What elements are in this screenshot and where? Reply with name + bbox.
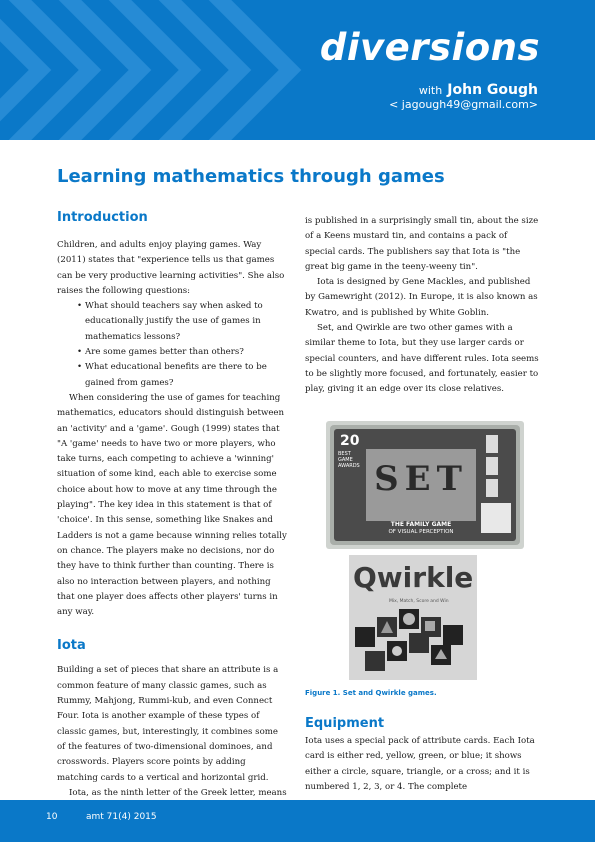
iota-paragraph-1: Building a set of pieces that share an attribute is a common feature of many classic games, such as Rummy, Mahjong, Rummi-kub, and even Connect Four. Iota is another example of these types of classic games, but, interestingly, it combines some of the features of two-dimensional dominoes, and crosswords. Players score points by adding matching cards to a vertical and horizontal grid. bbox=[57, 665, 279, 783]
equipment-paragraph: Iota uses a special pack of attribute cards. Each Iota card is either red, yellow, green, or blue; it shows either a circle, square, triangle, or a cross; and it is numbered 1, 2, 3, or 4. The complete bbox=[305, 736, 535, 792]
figure-caption: Figure 1. Set and Qwirkle games. bbox=[305, 689, 437, 697]
question-list bbox=[57, 299, 289, 391]
byline bbox=[419, 79, 538, 98]
set-logo: SET bbox=[374, 459, 468, 499]
author-name: John Gough bbox=[447, 82, 538, 98]
intro-paragraph-2: When considering the use of games for teaching mathematics, educators should distinguish between an 'activity' and a 'game'. Gough (1999) states that "A 'game' needs to have two or more players, who take turns, each competing to achieve a 'winning' situation of some kind, each able to exercise some choice about how to move at any time through the playing". The key idea in this statement is that of 'choice'. In this sense, something like Snakes and Ladders is not a game because winning relies totally on chance. The players make no decisions, nor do they have to think further than counting. There is also no interaction between players, and nothing that one player does affects other players' turns in any way. bbox=[57, 392, 287, 618]
left-column bbox=[57, 210, 289, 816]
section-title: diversions bbox=[319, 26, 540, 69]
qwirkle-logo: Qwirkle bbox=[353, 561, 474, 594]
article-title: Learning mathematics through games bbox=[57, 166, 445, 187]
right-column bbox=[305, 214, 540, 398]
iota-paragraph-2: Iota, as the ninth letter of the Greek letter, means bbox=[69, 787, 287, 798]
qwirkle-tagline: Mix, Match, Score and Win bbox=[389, 599, 449, 604]
equipment-heading: Equipment bbox=[305, 716, 385, 731]
journal-citation: amt 71(4) 2015 bbox=[86, 812, 157, 822]
byline-with: with bbox=[418, 84, 443, 97]
page-number: 10 bbox=[46, 812, 58, 822]
chevron-pattern bbox=[0, 0, 595, 140]
set-badge-text: BEST GAME AWARDS bbox=[338, 451, 360, 469]
qwirkle-game-image bbox=[349, 555, 477, 680]
set-tagline-2: OF VISUAL PERCEPTION bbox=[388, 529, 454, 535]
list-item: • What educational benefits are there to be gained from games? bbox=[77, 360, 289, 391]
iota-heading: Iota bbox=[57, 638, 86, 654]
right-paragraph-3: Set, and Qwirkle are two other games with a similar theme to Iota, but they use larger cards or special counters, and have different rules. Iota seems to be slightly more focused, and fortunately, easier to play, giving it an edge over its close relatives. bbox=[305, 323, 539, 395]
right-paragraph-2: Iota is designed by Gene Mackles, and published by Gamewright (2012). In Europe, it is also known as Kwatro, and is published by White Goblin. bbox=[305, 277, 538, 318]
author-email: < jagough49@gmail.com> bbox=[389, 98, 538, 111]
right-paragraph-1: is published in a surprisingly small tin, about the size of a Keens mustard tin, and contains a pack of special cards. The publishers say that Iota is "the great big game in the teeny-weeny tin". bbox=[305, 216, 539, 272]
equipment-section bbox=[305, 716, 540, 795]
list-item: • What should teachers say when asked to educationally justify the use of games in mathematics lessons? bbox=[77, 299, 289, 345]
intro-paragraph-1: Children, and adults enjoy playing games. Way (2011) states that "experience tells us that games can be very productive learning activities". She also raises the following questions: bbox=[57, 240, 285, 296]
set-badge-number: 20 bbox=[340, 433, 360, 449]
set-tagline-1: THE FAMILY GAME bbox=[390, 521, 452, 528]
list-item: • Are some games better than others? bbox=[77, 345, 289, 360]
header-banner bbox=[0, 0, 595, 140]
introduction-heading: Introduction bbox=[57, 210, 148, 225]
set-game-image bbox=[326, 421, 524, 549]
